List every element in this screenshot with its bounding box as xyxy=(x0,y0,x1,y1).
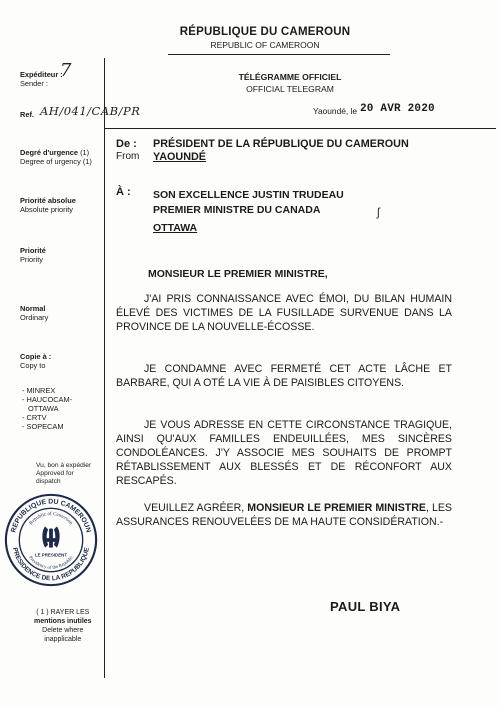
seal-outer-bottom: PRESIDENCE DE LA REPUBLIQUE xyxy=(11,546,91,583)
to-label: À : xyxy=(116,186,131,198)
seal-inner-bottom: Presidency of the Republic xyxy=(27,555,75,571)
copy-item: - CRTV xyxy=(22,413,47,422)
telegram-title-en: OFFICIAL TELEGRAM xyxy=(246,84,334,94)
seal-emblem xyxy=(42,527,59,548)
address-rule xyxy=(104,128,496,129)
telegram-title-fr: TÉLÉGRAMME OFFICIEL xyxy=(238,72,342,82)
signature: PAUL BIYA xyxy=(330,599,401,614)
sender-label-en: Sender : xyxy=(20,79,48,88)
sender-label xyxy=(20,70,63,88)
footnote: ( 1 ) RAYER LES mentions inutiles Delete where inapplicable xyxy=(34,609,92,643)
seal-outer-top: REPUBLIQUE DU CAMEROUN xyxy=(10,498,92,534)
svg-text:Republic of Cameroon xyxy=(29,512,74,527)
paragraph-1: J'AI PRIS CONNAISSANCE AVEC ÉMOI, DU BILAN HUMAIN ÉLEVÉ DES VICTIMES DE LA FUSILLADE SURVENUE DANS LA PROVINCE DE LA NOUVELLE-ÉCOSSE. xyxy=(116,293,452,333)
copy-item: - HAUCOCAM- xyxy=(22,395,73,404)
republic-title-fr: RÉPUBLIQUE DU CAMEROUN xyxy=(179,26,351,38)
ref-handwritten: AH/041/CAB/PR xyxy=(40,104,141,118)
paragraph-2: JE CONDAMNE AVEC FERMETÉ CET ACTE LÂCHE ET BARBARE, QUI A OTÉ LA VIE À DE PAISIBLES CITOYENS. xyxy=(116,363,452,389)
header-rule xyxy=(168,54,390,55)
priority-absolute: Priorité absolue Absolute priority xyxy=(20,196,76,214)
priority: Priorité Priority xyxy=(20,246,46,264)
normal-priority: Normal Ordinary xyxy=(20,304,49,322)
ref-label: Ref. xyxy=(20,110,34,119)
sender-handwritten: 7 xyxy=(60,60,72,81)
republic-title-en: REPUBLIC OF CAMEROON xyxy=(210,40,320,50)
urgency-label: Degré d'urgence (1) Degree of urgency (1) xyxy=(20,148,92,166)
svg-text:Presidency of the Republic xyxy=(27,555,74,570)
copy-item: OTTAWA xyxy=(28,404,59,413)
copy-list xyxy=(22,386,72,431)
paragraph-4: VEUILLEZ AGRÉER, MONSIEUR LE PREMIER MINISTRE, LES ASSURANCES RENOUVELÉES DE MA HAUTE CONSIDÉRATION.- xyxy=(116,502,452,528)
sidebar-divider xyxy=(104,58,105,678)
salutation: MONSIEUR LE PREMIER MINISTRE, xyxy=(148,268,328,280)
from-label-en: From xyxy=(116,151,140,162)
presidential-seal xyxy=(3,492,99,588)
copy-item: - SOPECAM xyxy=(22,422,64,431)
pen-mark: ʃ xyxy=(377,205,380,219)
recipient-title: SON EXCELLENCE JUSTIN TRUDEAU xyxy=(153,189,344,201)
sender-label-fr: Expéditeur : xyxy=(20,70,63,79)
paragraph-3: JE VOUS ADRESSE EN CETTE CIRCONSTANCE TRAGIQUE, AINSI QU'AUX FAMILLES ENDEUILLÉES, MES SINCÈRES CONDOLÉANCES. J'Y ASSOCIE MES SOUHAITS DE PROMPT RÉTABLISSEMENT AUX BLESSÉS ET DE RÉCONFORT AUX RESCAPÉS. xyxy=(116,419,452,487)
sender-city: YAOUNDÉ xyxy=(153,151,206,163)
recipient-role: PREMIER MINISTRE DU CANADA xyxy=(153,204,321,216)
from-label-fr: De : xyxy=(116,138,137,150)
date-label: Yaoundé, le xyxy=(313,106,358,116)
date-stamp: 20 AVR 2020 xyxy=(360,103,435,115)
seal-inner-top: Republic of Cameroon xyxy=(28,512,74,527)
copy-item: - MINREX xyxy=(22,386,56,395)
copy-to-label: Copie à : Copy to xyxy=(20,352,52,370)
seal-center-text: LE PRESIDENT xyxy=(34,552,68,558)
sender-name: PRÉSIDENT DE LA RÉPUBLIQUE DU CAMEROUN xyxy=(153,138,409,150)
recipient-city: OTTAWA xyxy=(153,222,198,234)
approved-label: Vu, bon à expédier Approved for dispatch xyxy=(36,462,92,485)
